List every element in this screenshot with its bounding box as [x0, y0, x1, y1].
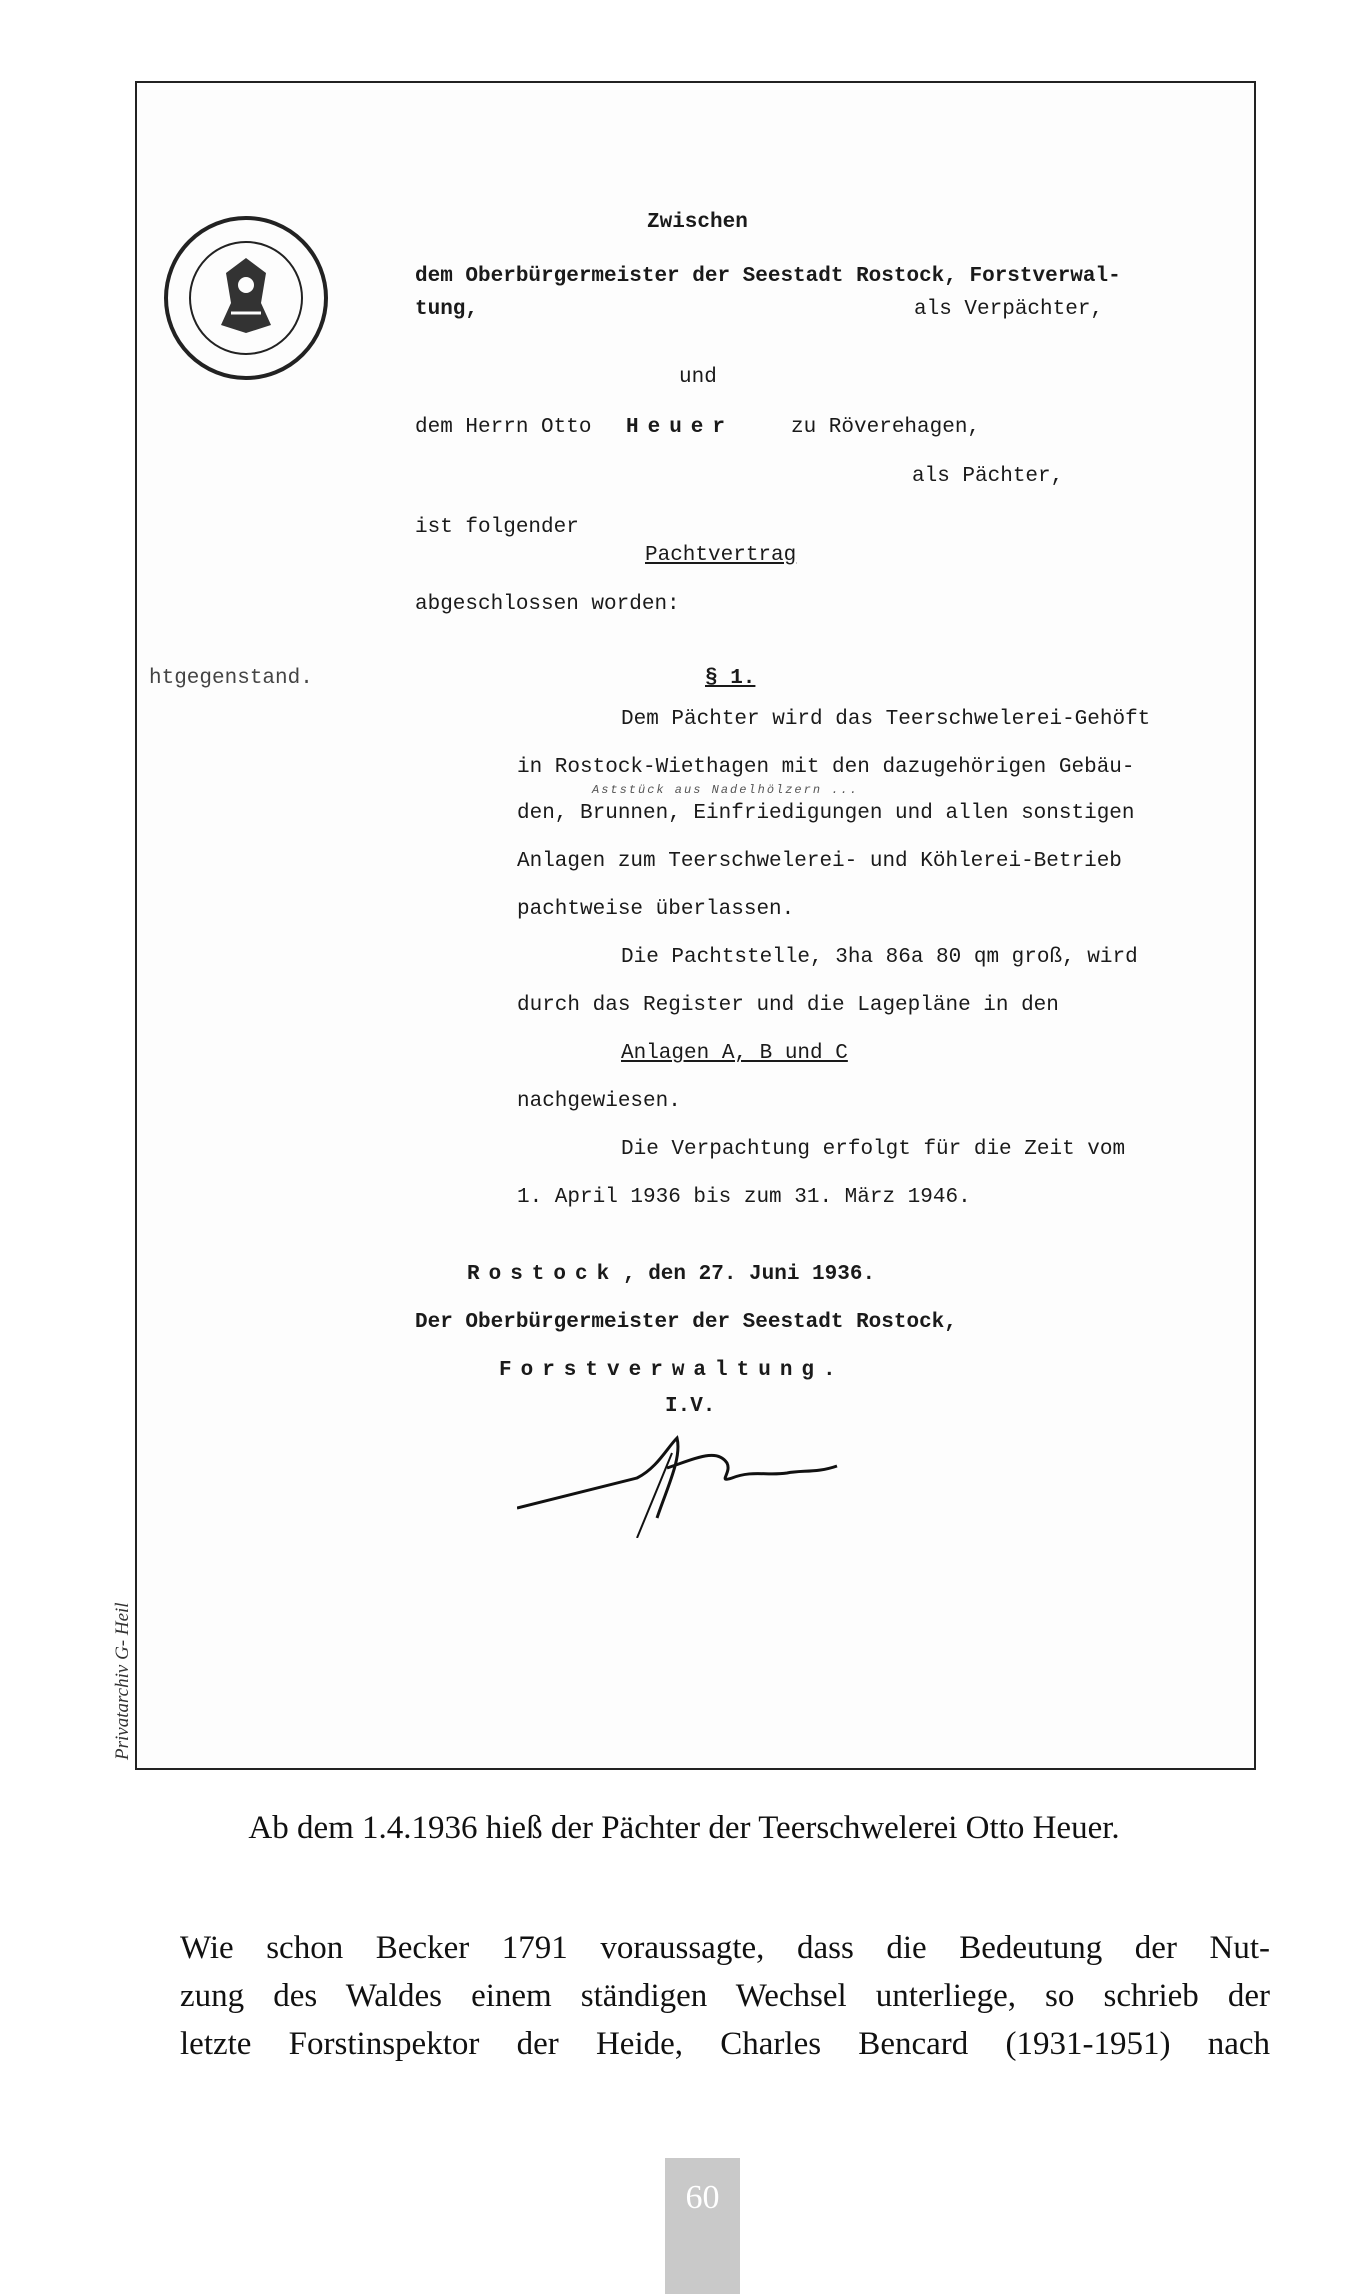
paragraph-line: zung des Waldes einem ständigen Wechsel unterliege, so schrieb der [180, 1978, 1270, 2014]
party1-line1: dem Oberbürgermeister der Seestadt Rostock, Forstverwal- [415, 265, 1121, 288]
body-line: den, Brunnen, Einfriedigungen und allen sonstigen [517, 802, 1135, 825]
party1-line2: tung, [415, 298, 479, 321]
signatory-iv: I.V. [665, 1395, 716, 1418]
and-word: und [679, 366, 717, 389]
figure-caption: Ab dem 1.4.1936 hieß der Pächter der Teerschwelerei Otto Heuer. [248, 1810, 1120, 1846]
party2-name: Heuer [626, 416, 735, 439]
concluded-line: abgeschlossen worden: [415, 593, 680, 616]
body-paragraph [180, 1924, 1270, 2068]
place-date: , den 27. Juni 1936. [623, 1263, 876, 1286]
page-number: 60 [665, 2158, 740, 2294]
place-city: Rostock [467, 1263, 619, 1286]
paragraph-line: Wie schon Becker 1791 voraussagte, dass die Bedeutung der Nut- [180, 1930, 1270, 1966]
section-number: § 1. [705, 667, 756, 690]
handwritten-annotation: Aststück aus Nadelhölzern ... [592, 783, 859, 797]
party1-role: als Verpächter, [914, 298, 1104, 321]
body-line-annexes: Anlagen A, B und C [621, 1042, 848, 1065]
signatory-dept: Forstverwaltung. [499, 1359, 845, 1382]
body-line: in Rostock-Wiethagen mit den dazugehörigen Gebäu- [517, 756, 1135, 779]
body-line: nachgewiesen. [517, 1090, 681, 1113]
party2-role: als Pächter, [912, 465, 1064, 488]
body-line: Die Pachtstelle, 3ha 86a 80 qm groß, wird [621, 946, 1138, 969]
paragraph-line: letzte Forstinspektor der Heide, Charles Bencard (1931-1951) nach [180, 2026, 1270, 2062]
signatory-line: Der Oberbürgermeister der Seestadt Rostock, [415, 1311, 957, 1334]
contract-title: Pachtvertrag [645, 544, 797, 567]
forest-office-seal [161, 213, 331, 383]
archive-credit: Privatarchiv G- Heil [112, 1602, 133, 1760]
margin-label: htgegenstand. [149, 667, 313, 690]
body-line: Dem Pächter wird das Teerschwelerei-Gehöft [621, 708, 1151, 731]
body-line: Die Verpachtung erfolgt für die Zeit vom [621, 1138, 1126, 1161]
scanned-contract-document [135, 81, 1256, 1770]
body-line: pachtweise überlassen. [517, 898, 795, 921]
party2-place: zu Röverehagen, [791, 416, 981, 439]
body-line: 1. April 1936 bis zum 31. März 1946. [517, 1186, 971, 1209]
contract-heading: Zwischen [647, 211, 748, 234]
intro-line: ist folgender [415, 516, 579, 539]
handwritten-signature [517, 1428, 847, 1538]
party2-line1: dem Herrn Otto [415, 416, 592, 439]
body-line: durch das Register und die Lagepläne in den [517, 994, 1059, 1017]
body-line: Anlagen zum Teerschwelerei- und Köhlerei-Betrieb [517, 850, 1122, 873]
